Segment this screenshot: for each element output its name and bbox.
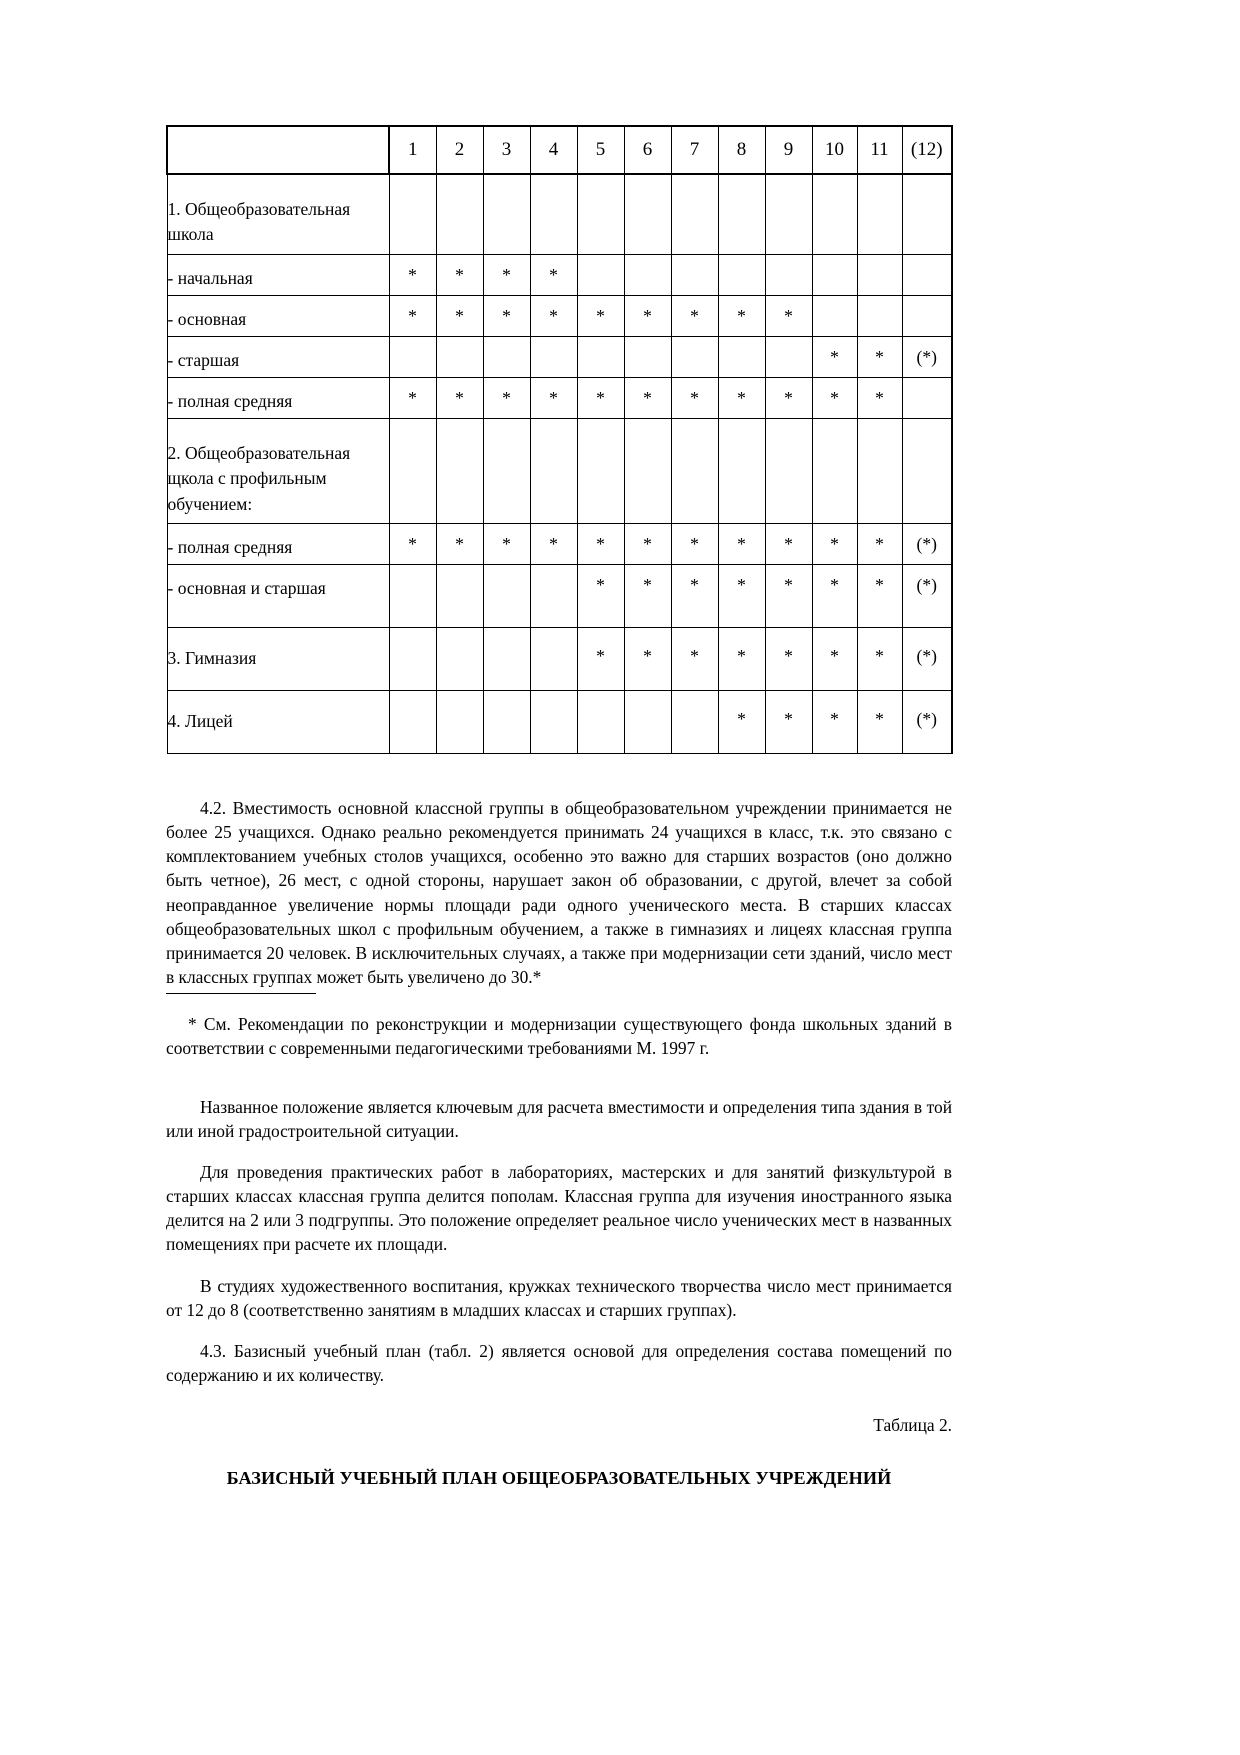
cell-r4-c7: *: [671, 377, 718, 418]
cell-r0-c10: [812, 174, 857, 254]
cell-r2-c11: [857, 295, 902, 336]
row-label-school-general: 1. Общеобразовательная школа: [167, 174, 389, 254]
table-row: [167, 690, 952, 753]
paragraph-practical-work: Для проведения практических работ в лабораториях, мастерских и для занятий физкультурой в старших классах классная группа делится пополам. Классная группа для изучения иностранного языка делится на 2 или 3 подгруппы. Это положение определяет реальное число ученических мест в названных помещениях при расчете их площади.: [166, 1161, 952, 1255]
cell-r6-c8: *: [718, 523, 765, 564]
cell-r0-c2: [436, 174, 483, 254]
cell-r9-c11: *: [857, 690, 902, 753]
cell-r3-c7: [671, 336, 718, 377]
cell-r6-c5: *: [577, 523, 624, 564]
cell-r3-c3: [483, 336, 530, 377]
cell-r2-c12: [902, 295, 952, 336]
col-header-2: 2: [436, 126, 483, 174]
cell-r8-c5: *: [577, 627, 624, 690]
col-header-8: 8: [718, 126, 765, 174]
cell-r6-c7: *: [671, 523, 718, 564]
cell-r2-c10: [812, 295, 857, 336]
cell-r4-c4: *: [530, 377, 577, 418]
cell-r3-c6: [624, 336, 671, 377]
cell-r4-c5: *: [577, 377, 624, 418]
cell-r8-c9: *: [765, 627, 812, 690]
cell-r6-c11: *: [857, 523, 902, 564]
cell-r9-c3: [483, 690, 530, 753]
cell-r3-c4: [530, 336, 577, 377]
cell-r8-c12: (*): [902, 627, 952, 690]
table-row: [167, 523, 952, 564]
cell-r3-c10: *: [812, 336, 857, 377]
cell-r1-c3: *: [483, 254, 530, 295]
row-label-polnaya-srednyaya-2: - полная средняя: [167, 523, 389, 564]
col-header-10: 10: [812, 126, 857, 174]
cell-r4-c12: [902, 377, 952, 418]
cell-r0-c8: [718, 174, 765, 254]
cell-r1-c5: [577, 254, 624, 295]
cell-r4-c10: *: [812, 377, 857, 418]
cell-r8-c4: [530, 627, 577, 690]
table-row: [167, 174, 952, 254]
col-header-1: 1: [389, 126, 436, 174]
row-label-litsey: 4. Лицей: [167, 690, 389, 753]
cell-r2-c7: *: [671, 295, 718, 336]
header-corner-cell: [167, 126, 389, 174]
cell-r1-c11: [857, 254, 902, 295]
cell-r7-c8: *: [718, 564, 765, 627]
cell-r2-c6: *: [624, 295, 671, 336]
table-body: [167, 174, 952, 753]
cell-r1-c12: [902, 254, 952, 295]
cell-r8-c6: *: [624, 627, 671, 690]
cell-r3-c12: (*): [902, 336, 952, 377]
cell-r8-c8: *: [718, 627, 765, 690]
cell-r3-c9: [765, 336, 812, 377]
table-row: [167, 295, 952, 336]
cell-r6-c12: (*): [902, 523, 952, 564]
cell-r4-c2: *: [436, 377, 483, 418]
footnote-separator-rule: [166, 993, 316, 994]
table-header: [167, 126, 952, 174]
cell-r3-c1: [389, 336, 436, 377]
table-row: [167, 418, 952, 523]
cell-r6-c2: *: [436, 523, 483, 564]
cell-r0-c5: [577, 174, 624, 254]
cell-r7-c4: [530, 564, 577, 627]
cell-r0-c9: [765, 174, 812, 254]
cell-r0-c3: [483, 174, 530, 254]
cell-r6-c9: *: [765, 523, 812, 564]
cell-r5-c4: [530, 418, 577, 523]
cell-r2-c1: *: [389, 295, 436, 336]
row-label-gimnaziya: 3. Гимназия: [167, 627, 389, 690]
cell-r4-c8: *: [718, 377, 765, 418]
cell-r6-c6: *: [624, 523, 671, 564]
spacer: [166, 1078, 952, 1095]
paragraph-4-3: 4.3. Базисный учебный план (табл. 2) является основой для определения состава помещений по содержанию и их количеству.: [166, 1341, 952, 1386]
cell-r2-c8: *: [718, 295, 765, 336]
cell-r4-c6: *: [624, 377, 671, 418]
table-row: [167, 564, 952, 627]
cell-r4-c11: *: [857, 377, 902, 418]
cell-r0-c7: [671, 174, 718, 254]
cell-r5-c11: [857, 418, 902, 523]
cell-r5-c6: [624, 418, 671, 523]
cell-r9-c8: *: [718, 690, 765, 753]
paragraph-studios: В студиях художественного воспитания, кружках технического творчества число мест принимается от 12 до 8 (соответственно занятиям в младших классах и старших группах).: [166, 1275, 952, 1320]
cell-r3-c11: *: [857, 336, 902, 377]
cell-r8-c11: *: [857, 627, 902, 690]
cell-r5-c12: [902, 418, 952, 523]
school-types-matrix-table: [166, 125, 953, 754]
row-label-starshaya: - старшая: [167, 336, 389, 377]
cell-r8-c7: *: [671, 627, 718, 690]
cell-r6-c10: *: [812, 523, 857, 564]
cell-r3-c5: [577, 336, 624, 377]
cell-r7-c6: *: [624, 564, 671, 627]
cell-r0-c12: [902, 174, 952, 254]
cell-r4-c3: *: [483, 377, 530, 418]
body-text-block: [166, 796, 952, 1491]
paragraph-4-2: 4.2. Вместимость основной классной группы в общеобразовательном учреждении принимается не более 25 учащихся. Однако реально рекомендуется принимать 24 учащихся в класс, т.к. это связано с комплектованием учебных столов учащихся, особенно это важно для старших возрастов (оно должно быть четное), 26 мест, с одной стороны, нарушает закон об образовании, с другой, влечет за собой неоправданное увеличение нормы площади ради одного ученического места. В старших классах общеобразовательных школ с профильным обучением, а также в гимназиях и лицеях классная группа принимается 20 человек. В исключительных случаях, а также при модернизации сети зданий, число мест в классных группах может быть увеличено до 30.*: [166, 797, 952, 988]
cell-r3-c8: [718, 336, 765, 377]
cell-r2-c4: *: [530, 295, 577, 336]
cell-r7-c12: (*): [902, 564, 952, 627]
cell-r5-c2: [436, 418, 483, 523]
col-header-4: 4: [530, 126, 577, 174]
cell-r7-c7: *: [671, 564, 718, 627]
cell-r7-c11: *: [857, 564, 902, 627]
col-header-11: 11: [857, 126, 902, 174]
row-label-osnovnaya: - основная: [167, 295, 389, 336]
col-header-3: 3: [483, 126, 530, 174]
cell-r0-c1: [389, 174, 436, 254]
cell-r0-c6: [624, 174, 671, 254]
cell-r7-c10: *: [812, 564, 857, 627]
cell-r2-c9: *: [765, 295, 812, 336]
col-header-7: 7: [671, 126, 718, 174]
cell-r9-c9: *: [765, 690, 812, 753]
cell-r7-c3: [483, 564, 530, 627]
row-label-school-profile: 2. Общеобразовательная щкола с профильным обучением:: [167, 418, 389, 523]
cell-r3-c2: [436, 336, 483, 377]
cell-r2-c5: *: [577, 295, 624, 336]
cell-r9-c10: *: [812, 690, 857, 753]
section-title-basic-curriculum: БАЗИСНЫЙ УЧЕБНЫЙ ПЛАН ОБЩЕОБРАЗОВАТЕЛЬНЫХ УЧРЕЖДЕНИЙ: [226, 1467, 892, 1488]
spacer: [166, 1143, 952, 1160]
cell-r0-c4: [530, 174, 577, 254]
cell-r9-c5: [577, 690, 624, 753]
cell-r2-c3: *: [483, 295, 530, 336]
cell-r9-c1: [389, 690, 436, 753]
cell-r7-c5: *: [577, 564, 624, 627]
row-label-osnovnaya-i-starshaya: - основная и старшая: [167, 564, 389, 627]
col-header-9: 9: [765, 126, 812, 174]
cell-r6-c3: *: [483, 523, 530, 564]
col-header-5: 5: [577, 126, 624, 174]
footnote-text: * См. Рекомендации по реконструкции и модернизации существующего фонда школьных зданий в соответствии с современными педагогическими требованиями М. 1997 г.: [166, 1013, 952, 1058]
cell-r0-c11: [857, 174, 902, 254]
cell-r9-c12: (*): [902, 690, 952, 753]
spacer: [166, 1257, 952, 1274]
table-row: [167, 627, 952, 690]
cell-r1-c6: [624, 254, 671, 295]
cell-r7-c2: [436, 564, 483, 627]
cell-r2-c2: *: [436, 295, 483, 336]
cell-r8-c2: [436, 627, 483, 690]
cell-r5-c9: [765, 418, 812, 523]
cell-r5-c10: [812, 418, 857, 523]
cell-r4-c1: *: [389, 377, 436, 418]
cell-r5-c7: [671, 418, 718, 523]
cell-r5-c1: [389, 418, 436, 523]
spacer: [166, 1322, 952, 1339]
cell-r8-c10: *: [812, 627, 857, 690]
cell-r8-c1: [389, 627, 436, 690]
cell-r1-c1: *: [389, 254, 436, 295]
table-row: [167, 377, 952, 418]
cell-r9-c6: [624, 690, 671, 753]
cell-r1-c9: [765, 254, 812, 295]
cell-r5-c3: [483, 418, 530, 523]
cell-r7-c1: [389, 564, 436, 627]
table-header-row: [167, 126, 952, 174]
cell-r8-c3: [483, 627, 530, 690]
paragraph-named-provision: Названное положение является ключевым для расчета вместимости и определения типа здания в той или иной градостроительной ситуации.: [166, 1096, 952, 1141]
col-header-12: (12): [902, 126, 952, 174]
cell-r9-c2: [436, 690, 483, 753]
cell-r4-c9: *: [765, 377, 812, 418]
cell-r5-c8: [718, 418, 765, 523]
cell-r1-c8: [718, 254, 765, 295]
table-2-caption: Таблица 2.: [873, 1415, 952, 1436]
cell-r9-c7: [671, 690, 718, 753]
cell-r1-c4: *: [530, 254, 577, 295]
cell-r1-c2: *: [436, 254, 483, 295]
cell-r7-c9: *: [765, 564, 812, 627]
table-row: [167, 336, 952, 377]
cell-r1-c7: [671, 254, 718, 295]
cell-r5-c5: [577, 418, 624, 523]
table-row: [167, 254, 952, 295]
cell-r6-c4: *: [530, 523, 577, 564]
cell-r9-c4: [530, 690, 577, 753]
row-label-polnaya-srednyaya-1: - полная средняя: [167, 377, 389, 418]
cell-r1-c10: [812, 254, 857, 295]
row-label-nachalnaya: - начальная: [167, 254, 389, 295]
cell-r6-c1: *: [389, 523, 436, 564]
col-header-6: 6: [624, 126, 671, 174]
